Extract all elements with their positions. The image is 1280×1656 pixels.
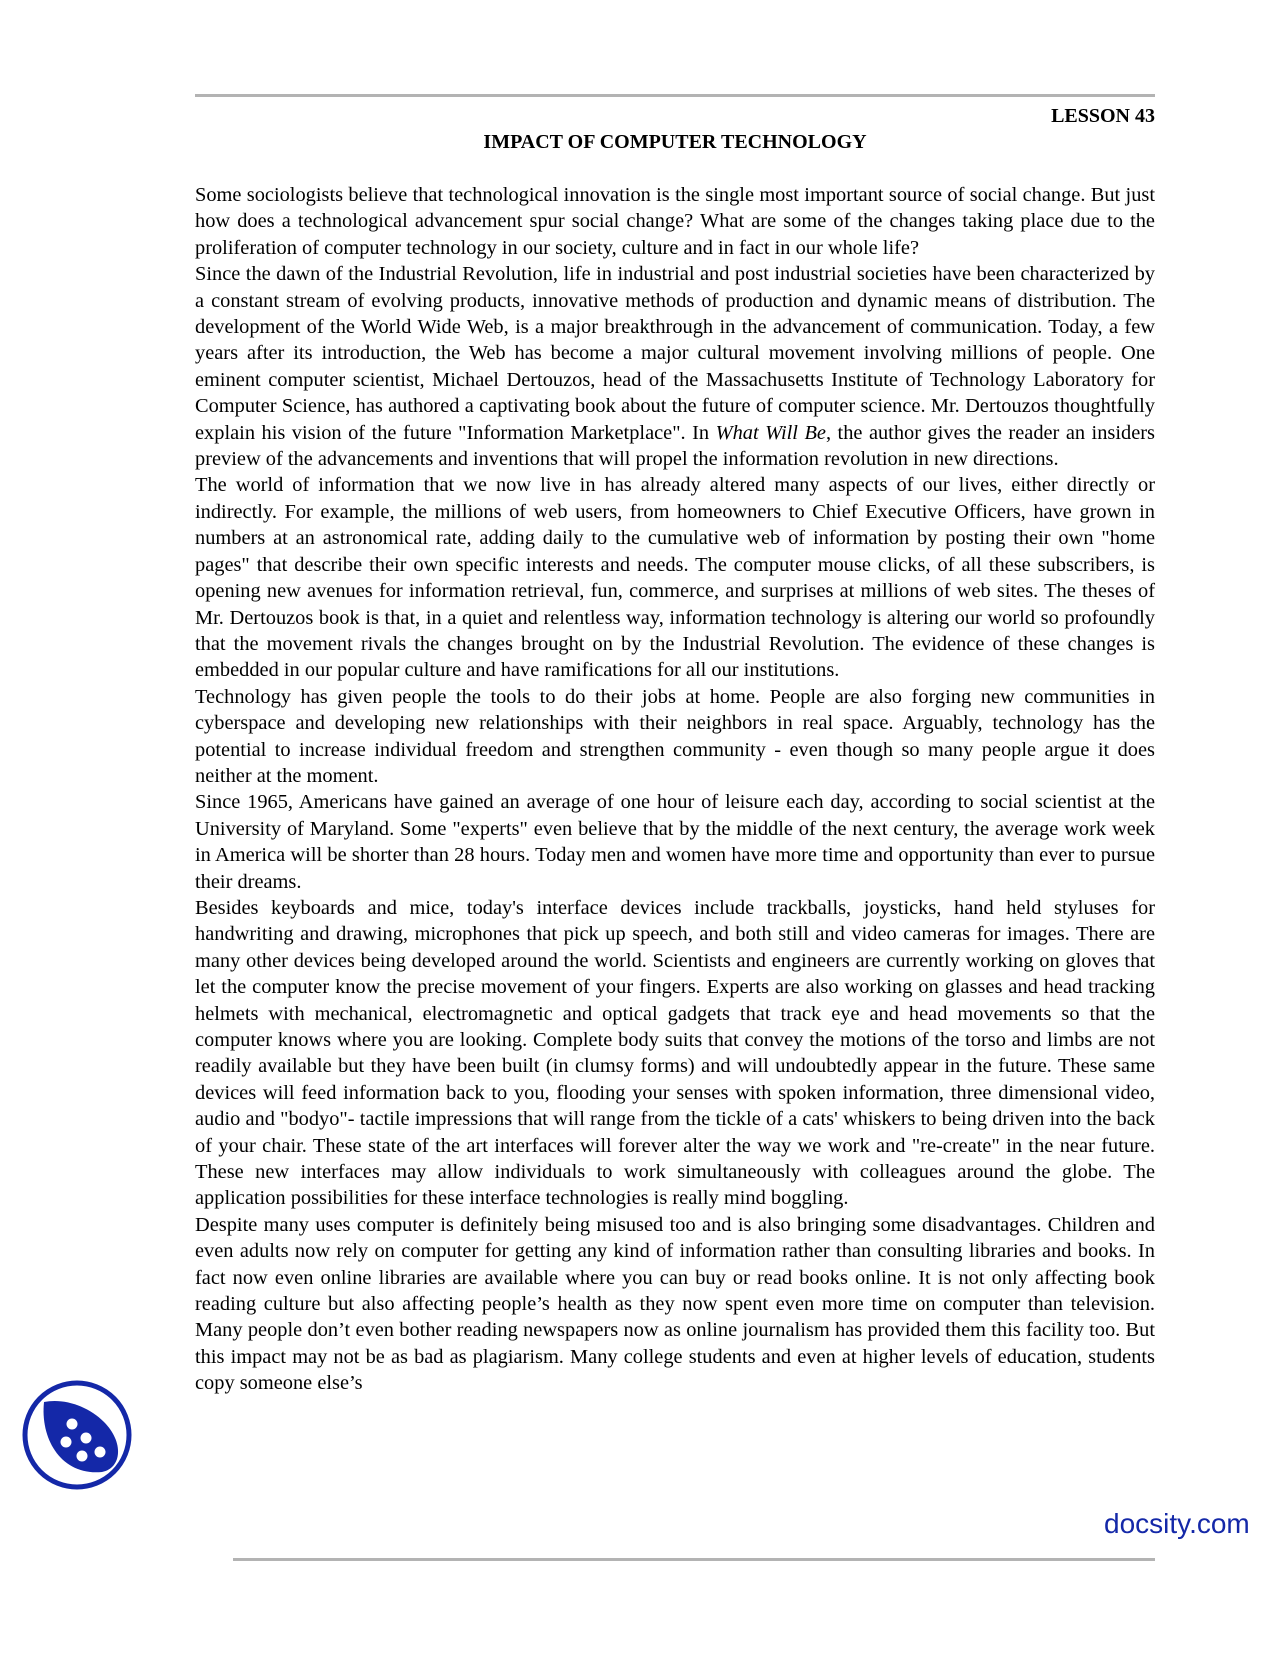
docsity-logo-icon — [22, 1380, 132, 1490]
paragraph-2-text-before: Since the dawn of the Industrial Revolution, life in industrial and post industrial societies have been characterized by a constant stream of evolving products, innovative methods of production and dynamic means of distribution. The development of the World Wide Web, is a major breakthrough in the advancement of communication. Today, a few years after its introduction, the Web has become a major cultural movement involving millions of people. One eminent computer scientist, Michael Dertouzos, head of the Massachusetts Institute of Technology Laboratory for Computer Science, has authored a captivating book about the future of computer science. Mr. Dertouzos thoughtfully explain his vision of the future "Information Marketplace". In — [195, 263, 1155, 444]
paragraph-2 — [195, 261, 1155, 472]
paragraph-1: Some sociologists believe that technological innovation is the single most important source of social change. But just how does a technological advancement spur social change? What are some of the changes taking place due to the proliferation of computer technology in our society, culture and in fact in our whole life? — [195, 184, 1155, 259]
paragraph-6: Besides keyboards and mice, today's interface devices include trackballs, joysticks, hand held styluses for handwriting and drawing, microphones that pick up speech, and both still and video cameras for images. There are many other devices being developed around the world. Scientists and engineers are currently working on gloves that let the computer know the precise movement of your fingers. Experts are also working on glasses and head tracking helmets with mechanical, electromagnetic and optical gadgets that track eye and head movements so that the computer knows where you are looking. Complete body suits that convey the motions of the torso and limbs are not readily available but they have been built (in clumsy forms) and will undoubtedly appear in the future. These same devices will feed information back to you, flooding your senses with spoken information, three dimensional video, audio and "bodyo"- tactile impressions that will range from the tickle of a cats' whiskers to being driven into the back of your chair. These state of the art interfaces will forever alter the way we work and "re-create" in the near future. These new interfaces may allow individuals to work simultaneously with colleagues around the globe. The application possibilities for these interface technologies is really mind boggling. — [195, 896, 1155, 1210]
docsity-watermark[interactable]: docsity.com — [1104, 1508, 1250, 1539]
document-body — [195, 182, 1155, 1397]
paragraph-5: Since 1965, Americans have gained an average of one hour of leisure each day, according to social scientist at the University of Maryland. Some "experts" even believe that by the middle of the next century, the average work week in America will be shorter than 28 hours. Today men and women have more time and opportunity than ever to pursue their dreams. — [195, 791, 1155, 893]
page-title: IMPACT OF COMPUTER TECHNOLOGY — [483, 131, 867, 153]
top-rule — [195, 94, 1155, 97]
book-title: What Will Be — [715, 421, 826, 444]
paragraph-3: The world of information that we now live in has already altered many aspects of our lives, either directly or indirectly. For example, the millions of web users, from homeowners to Chief Executive Officers, have grown in numbers at an astronomical rate, adding daily to the cumulative web of information by posting their own "home pages" that describe their own specific interests and needs. The computer mouse clicks, of all these subscribers, is opening new avenues for information retrieval, fun, commerce, and surprises at millions of web sites. The theses of Mr. Dertouzos book is that, in a quiet and relentless way, information technology is altering our world so profoundly that the movement rivals the changes brought on by the Industrial Revolution. The evidence of these changes is embedded in our popular culture and have ramifications for all our institutions. — [195, 474, 1155, 682]
paragraph-2-text-after: , the author gives the reader an insiders preview of the advancements and inventions that will propel the information revolution in new directions. — [195, 421, 1155, 471]
lesson-number: LESSON 43 — [1051, 105, 1155, 127]
paragraph-4: Technology has given people the tools to do their jobs at home. People are also forging new communities in cyberspace and developing new relationships with their neighbors in real space. Arguably, technology has the potential to increase individual freedom and strengthen community - even though so many people argue it does neither at the moment. — [195, 685, 1155, 787]
bottom-rule — [233, 1558, 1155, 1561]
paragraph-7: Despite many uses computer is definitely being misused too and is also bringing some disadvantages. Children and even adults now rely on computer for getting any kind of information rather than consulting libraries and books. In fact now even online libraries are available where you can buy or read books online. It is not only affecting book reading culture but also affecting people’s health as they now spent even more time on computer than television. Many people don’t even bother reading newspapers now as online journalism has provided them this facility too. But this impact may not be as bad as plagiarism. Many college students and even at higher levels of education, students copy someone else’s — [195, 1213, 1155, 1395]
